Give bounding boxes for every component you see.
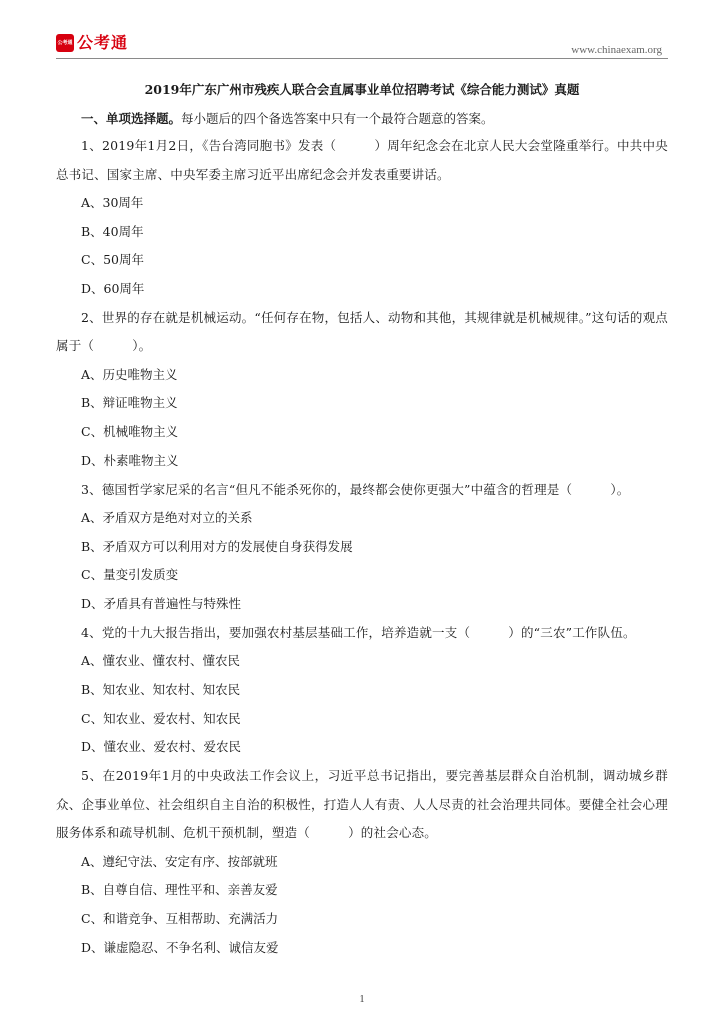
option-b: B、矛盾双方可以利用对方的发展使自身获得发展 <box>81 538 353 554</box>
option-c: C、50周年 <box>81 252 144 268</box>
option-c: C、机械唯物主义 <box>81 424 179 440</box>
logo-icon: 公考通 <box>56 34 74 52</box>
section-heading-label: 一、单项选择题。 <box>81 111 182 126</box>
option-c: C、知农业、爱农村、知农民 <box>81 710 241 726</box>
brand-logo[interactable] <box>56 32 128 54</box>
logo-text: 公考通 <box>77 33 129 52</box>
option-a: A、30周年 <box>81 195 144 210</box>
question-stem: 3、德国哲学家尼采的名言“但凡不能杀死你的，最终都会使你更强大”中蕴含的哲理是（ ）。 <box>81 481 630 497</box>
option-d: D、懂农业、爱农村、爱农民 <box>81 739 242 755</box>
option-d: D、60周年 <box>81 281 145 297</box>
question-5 <box>56 762 668 962</box>
option-d: D、朴素唯物主义 <box>81 452 179 468</box>
question-stem: 1、2019年1月2日，《告台湾同胞书》发表（ ）周年纪念会在北京人民大会堂隆重举行。中共中央总书记、国家主席、中央军委主席习近平出席纪念会并发表重要讲话。 <box>56 138 668 182</box>
option-c: C、量变引发质变 <box>81 567 179 583</box>
option-b: B、自尊自信、理性平和、亲善友爱 <box>81 882 278 898</box>
question-1 <box>56 132 668 304</box>
option-d: D、谦虚隐忍、不争名利、诚信友爱 <box>81 939 279 955</box>
question-stem: 4、党的十九大报告指出，要加强农村基层基础工作，培养造就一支（ ）的“三农”工作队伍。 <box>81 624 636 640</box>
option-b: B、40周年 <box>81 223 144 239</box>
question-3 <box>56 476 668 619</box>
document-body <box>56 80 668 962</box>
option-b: B、知农业、知农村、知农民 <box>81 681 241 697</box>
question-stem: 2、世界的存在就是机械运动。“任何存在物，包括人、动物和其他，其规律就是机械规律。”这句话的观点属于（ ）。 <box>56 309 668 354</box>
page-number: 1 <box>359 994 365 1005</box>
section-heading <box>56 106 668 132</box>
option-a: A、矛盾双方是绝对对立的关系 <box>81 510 253 525</box>
question-2 <box>56 304 668 476</box>
page-header <box>0 0 724 62</box>
question-stem: 5、在2019年1月的中央政法工作会议上，习近平总书记指出，要完善基层群众自治机制，调动城乡群众、企事业单位、社会组织自主自治的积极性，打造人人有责、人人尽责的社会治理共同体。要健全社会心理服务体系和疏导机制、危机干预机制，塑造（ ）的社会心态。 <box>56 768 668 840</box>
option-c: C、和谐竞争、互相帮助、充满活力 <box>81 910 279 926</box>
header-divider <box>56 58 668 59</box>
section-instruction: 每小题后的四个备选答案中只有一个最符合题意的答案。 <box>181 111 494 126</box>
option-a: A、遵纪守法、安定有序、按部就班 <box>81 853 278 869</box>
site-url[interactable]: www.chinaexam.org <box>571 44 662 56</box>
option-b: B、辩证唯物主义 <box>81 395 178 411</box>
document-title: 2019年广东广州市残疾人联合会直属事业单位招聘考试《综合能力测试》真题 <box>144 82 580 97</box>
option-d: D、矛盾具有普遍性与特殊性 <box>81 596 242 612</box>
question-4 <box>56 619 668 762</box>
option-a: A、历史唯物主义 <box>81 366 178 382</box>
option-a: A、懂农业、懂农村、懂农民 <box>81 653 241 669</box>
